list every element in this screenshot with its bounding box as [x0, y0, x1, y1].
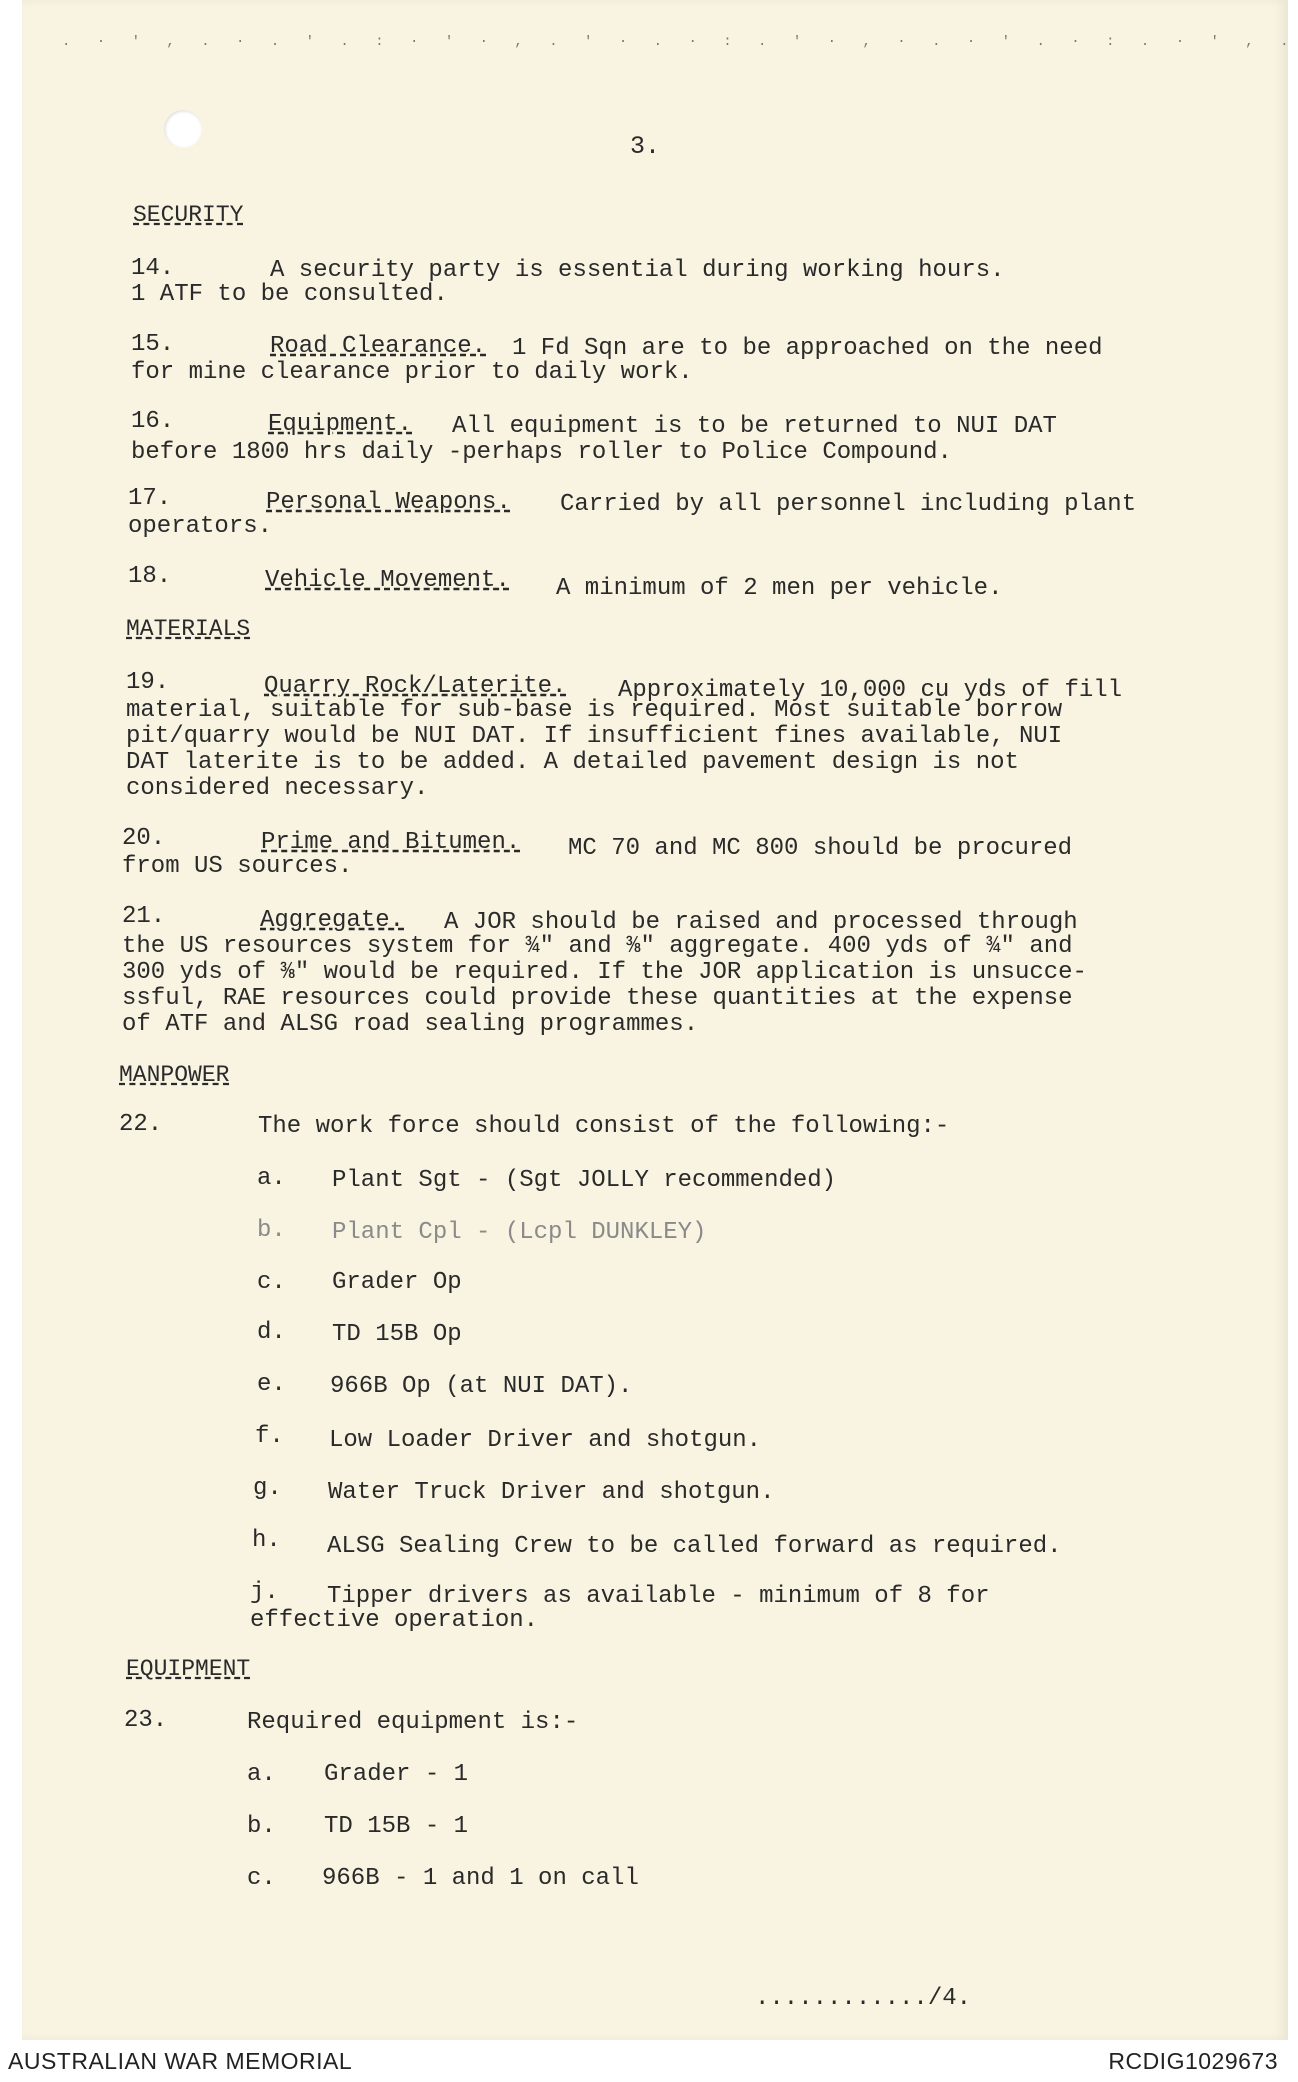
para-19-number: 19.	[126, 669, 170, 696]
equipment-item-letter: b.	[247, 1813, 276, 1840]
para-20-title: Prime and Bitumen.	[261, 829, 521, 856]
para-21-line-3: 300 yds of ⅜" would be required. If the JOR application is unsucce-	[122, 959, 1087, 986]
para-18-line-1: A minimum of 2 men per vehicle.	[556, 575, 1003, 602]
manpower-item-letter: h.	[252, 1527, 281, 1554]
footer-archive-label: AUSTRALIAN WAR MEMORIAL	[8, 2048, 353, 2074]
manpower-item-letter: d.	[257, 1319, 286, 1346]
section-heading-materials: MATERIALS	[126, 616, 251, 642]
para-15-line-2: for mine clearance prior to daily work.	[131, 359, 693, 386]
equipment-item-letter: a.	[247, 1761, 276, 1788]
manpower-item-text: Tipper drivers as available - minimum of 8 for	[327, 1583, 990, 1610]
manpower-item-letter: f.	[255, 1423, 284, 1450]
para-20-line-2: from US sources.	[122, 853, 353, 880]
para-20-line-1: MC 70 and MC 800 should be procured	[568, 835, 1073, 862]
para-15-line-1: 1 Fd Sqn are to be approached on the need	[512, 335, 1103, 362]
manpower-item-letter: a.	[257, 1165, 286, 1192]
manpower-item-text-cont: effective operation.	[250, 1607, 539, 1634]
para-23-line-1: Required equipment is:-	[247, 1709, 579, 1736]
para-22-line-1: The work force should consist of the following:-	[258, 1113, 950, 1140]
para-14-line-1: A security party is essential during working hours.	[270, 257, 1005, 284]
para-22-number: 22.	[119, 1111, 163, 1138]
continuation-marker: ............/4.	[755, 1985, 972, 2012]
section-heading-equipment: EQUIPMENT	[126, 1656, 251, 1682]
para-16-number: 16.	[131, 408, 175, 435]
para-21-line-5: of ATF and ALSG road sealing programmes.	[122, 1011, 699, 1038]
equipment-item-text: 966B - 1 and 1 on call	[322, 1865, 639, 1892]
para-17-line-1: Carried by all personnel including plant	[560, 491, 1137, 518]
para-18-title: Vehicle Movement.	[265, 567, 510, 594]
manpower-item-text: Water Truck Driver and shotgun.	[328, 1479, 775, 1506]
para-19-line-4: DAT laterite is to be added. A detailed pavement design is not	[126, 749, 1019, 776]
manpower-item-letter: e.	[257, 1371, 286, 1398]
para-21-title: Aggregate.	[260, 907, 405, 934]
para-19-line-2: material, suitable for sub-base is required. Most suitable borrow	[126, 697, 1063, 724]
para-16-line-2: before 1800 hrs daily -perhaps roller to Police Compound.	[131, 439, 952, 466]
equipment-item-letter: c.	[247, 1865, 276, 1892]
para-19-title: Quarry Rock/Laterite.	[264, 673, 567, 700]
manpower-item-text: Plant Sgt - (Sgt JOLLY recommended)	[332, 1167, 837, 1194]
para-21-line-1: A JOR should be raised and processed through	[444, 909, 1078, 936]
para-21-line-4: ssful, RAE resources could provide these quantities at the expense	[122, 985, 1073, 1012]
manpower-item-text: ALSG Sealing Crew to be called forward as required.	[327, 1533, 1062, 1560]
para-14-number: 14.	[131, 255, 175, 282]
punch-hole	[164, 110, 202, 148]
para-16-line-1: All equipment is to be returned to NUI DAT	[452, 413, 1057, 440]
para-14-line-2: 1 ATF to be consulted.	[131, 281, 448, 308]
para-15-number: 15.	[131, 331, 175, 358]
para-17-line-2: operators.	[128, 513, 273, 540]
manpower-item-text: Low Loader Driver and shotgun.	[329, 1427, 762, 1454]
manpower-item-text: Plant Cpl - (Lcpl DUNKLEY)	[332, 1219, 707, 1246]
manpower-item-letter: j.	[250, 1579, 279, 1606]
typewriter-speckles: . · ' , . · . ' . : · ' · , . ' · . · : . ' · , · . · ' . · : . · ' , .	[62, 34, 1298, 50]
para-17-number: 17.	[128, 485, 172, 512]
para-23-number: 23.	[124, 1707, 168, 1734]
manpower-item-text: TD 15B Op	[332, 1321, 462, 1348]
manpower-item-text: Grader Op	[332, 1269, 462, 1296]
section-heading-security: SECURITY	[133, 202, 244, 228]
manpower-item-letter: b.	[257, 1217, 286, 1244]
equipment-item-text: Grader - 1	[324, 1761, 469, 1788]
para-20-number: 20.	[122, 825, 166, 852]
para-19-line-3: pit/quarry would be NUI DAT. If insufficient fines available, NUI	[126, 723, 1063, 750]
manpower-item-letter: c.	[257, 1269, 286, 1296]
para-19-line-1: Approximately 10,000 cu yds of fill	[618, 677, 1123, 704]
para-21-line-2: the US resources system for ¾" and ⅜" aggregate. 400 yds of ¾" and	[122, 933, 1073, 960]
section-heading-manpower: MANPOWER	[119, 1062, 230, 1088]
equipment-item-text: TD 15B - 1	[324, 1813, 469, 1840]
para-19-line-5: considered necessary.	[126, 775, 429, 802]
para-16-title: Equipment.	[268, 411, 413, 438]
para-15-title: Road Clearance.	[270, 333, 487, 360]
manpower-item-text: 966B Op (at NUI DAT).	[330, 1373, 633, 1400]
page-number: 3.	[630, 132, 661, 161]
manpower-item-letter: g.	[253, 1475, 282, 1502]
para-18-number: 18.	[128, 563, 172, 590]
footer-record-id: RCDIG1029673	[1108, 2048, 1278, 2074]
para-21-number: 21.	[122, 903, 166, 930]
para-17-title: Personal Weapons.	[266, 489, 511, 516]
